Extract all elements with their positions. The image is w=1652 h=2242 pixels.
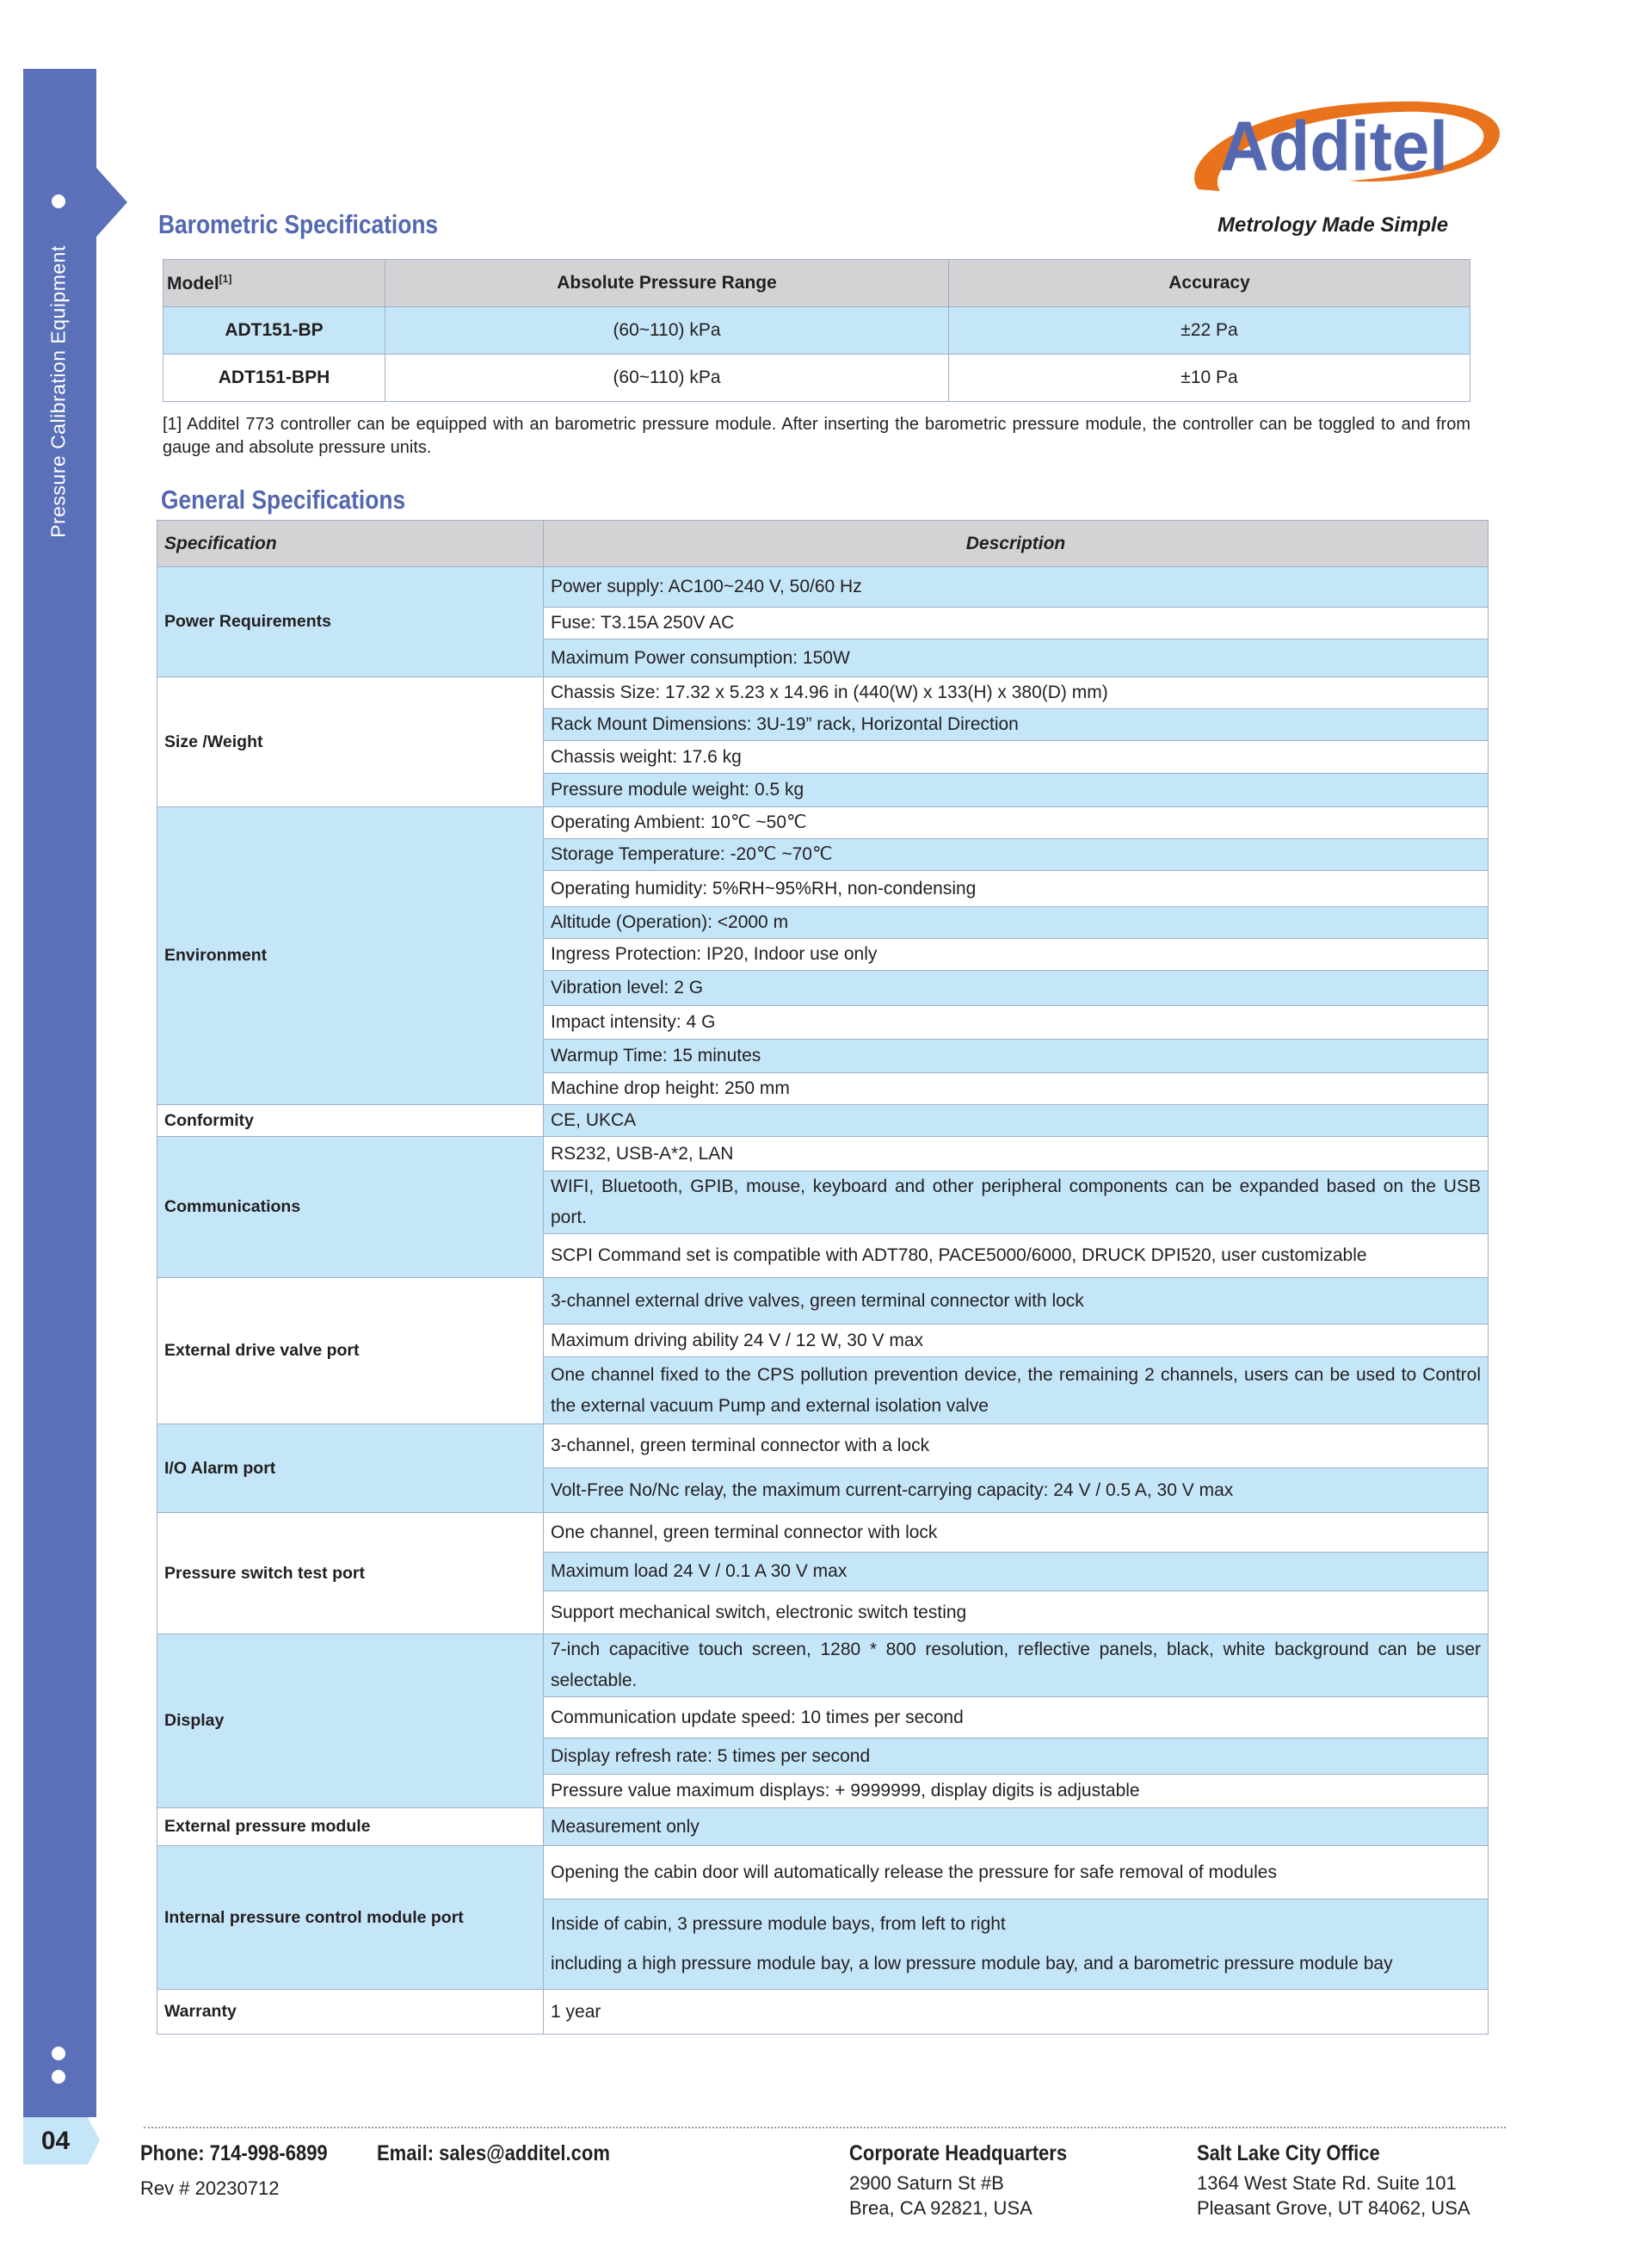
spec-description-cell: Storage Temperature: -20℃ ~70℃ <box>544 839 1489 871</box>
spec-name-cell: Communications <box>157 1137 544 1278</box>
spec-name-cell: Warranty <box>157 1990 544 2035</box>
spec-name-cell: Display <box>157 1634 544 1808</box>
accuracy-cell: ±22 Pa <box>949 307 1470 355</box>
additel-logo <box>1186 95 1504 207</box>
table-row <box>157 1634 1489 1697</box>
spec-description-cell: Altitude (Operation): <2000 m <box>544 907 1489 939</box>
spec-description-cell: Operating Ambient: 10℃ ~50℃ <box>544 807 1489 839</box>
footnote: [1] Additel 773 controller can be equipped with an barometric pressure module. After inserting the barometric pressure module, the controller can be toggled to and from gauge and absolute pressure units. <box>163 415 1470 457</box>
hq-address-2: Brea, CA 92821, USA <box>849 2197 1032 2219</box>
spec-description-cell: One channel, green terminal connector with lock <box>544 1513 1489 1553</box>
table-row <box>157 1513 1489 1553</box>
spec-description-cell: Rack Mount Dimensions: 3U-19” rack, Horizontal Direction <box>544 709 1489 741</box>
spec-description-cell: 3-channel, green terminal connector with a lock <box>544 1424 1489 1468</box>
page-number-arrow <box>88 2117 100 2165</box>
spec-description-cell: Ingress Protection: IP20, Indoor use only <box>544 939 1489 971</box>
spec-description-cell: Impact intensity: 4 G <box>544 1006 1489 1040</box>
general-specs-table <box>157 520 1489 2035</box>
spec-description-cell: Pressure module weight: 0.5 kg <box>544 774 1489 807</box>
spec-name-cell: Internal pressure control module port <box>157 1846 544 1990</box>
table-row <box>157 1990 1489 2035</box>
footer-divider <box>144 2127 1506 2128</box>
spec-description-cell: One channel fixed to the CPS pollution prevention device, the remaining 2 channels, users can be used to Control the external vacuum Pump and external isolation valve <box>544 1357 1489 1424</box>
general-title: General Specifications <box>161 485 406 515</box>
header-model <box>163 260 385 307</box>
model-cell: ADT151-BPH <box>163 355 385 402</box>
sidebar-dot <box>52 195 65 208</box>
spec-description-cell: 3-channel external drive valves, green terminal connector with lock <box>544 1278 1489 1325</box>
accuracy-cell: ±10 Pa <box>949 355 1470 402</box>
spec-description-cell: Communication update speed: 10 times per second <box>544 1697 1489 1739</box>
header-range: Absolute Pressure Range <box>385 260 949 307</box>
spec-description-cell: Machine drop height: 250 mm <box>544 1073 1489 1105</box>
brand-tagline: Metrology Made Simple <box>1217 213 1449 237</box>
spec-description-cell: 7-inch capacitive touch screen, 1280 * 800 resolution, reflective panels, black, white background can be user selectable. <box>544 1634 1489 1697</box>
spec-description-cell: Maximum load 24 V / 0.1 A 30 V max <box>544 1553 1489 1591</box>
spec-name-cell: Power Requirements <box>157 567 544 677</box>
spec-description-cell: CE, UKCA <box>544 1105 1489 1137</box>
barometric-table <box>163 259 1470 402</box>
header-accuracy: Accuracy <box>949 260 1470 307</box>
spec-name-cell: External drive valve port <box>157 1278 544 1424</box>
spec-description-cell: Display refresh rate: 5 times per second <box>544 1739 1489 1775</box>
spec-description-cell: Opening the cabin door will automatically release the pressure for safe removal of modules <box>544 1846 1489 1899</box>
table-row <box>163 307 1470 355</box>
spec-name-cell: Conformity <box>157 1105 544 1137</box>
spec-name-cell: Environment <box>157 807 544 1105</box>
table-row <box>157 1424 1489 1468</box>
spec-description-cell: SCPI Command set is compatible with ADT780, PACE5000/6000, DRUCK DPI520, user customizable <box>544 1234 1489 1278</box>
table-row <box>157 807 1489 839</box>
range-cell: (60~110) kPa <box>385 307 949 355</box>
spec-description-cell: RS232, USB-A*2, LAN <box>544 1137 1489 1171</box>
table-row <box>163 355 1470 402</box>
slc-title: Salt Lake City Office <box>1197 2141 1380 2165</box>
spec-description-cell: Support mechanical switch, electronic switch testing <box>544 1591 1489 1634</box>
table-row <box>157 1846 1489 1899</box>
svg-text:Additel: Additel <box>1220 108 1448 186</box>
page-number: 04 <box>23 2117 88 2165</box>
sidebar-dot <box>52 2070 65 2084</box>
spec-description-cell: Maximum Power consumption: 150W <box>544 639 1489 677</box>
hq-address-1: 2900 Saturn St #B <box>849 2172 1004 2194</box>
footer-email[interactable]: Email: sales@additel.com <box>377 2141 610 2165</box>
spec-name-cell: External pressure module <box>157 1808 544 1846</box>
table-row <box>157 1278 1489 1325</box>
spec-description-cell: Warmup Time: 15 minutes <box>544 1040 1489 1073</box>
table-row <box>157 567 1489 608</box>
spec-description-cell: Operating humidity: 5%RH~95%RH, non-condensing <box>544 871 1489 907</box>
footnote-ref: [1] <box>219 272 232 285</box>
slc-address-1: 1364 West State Rd. Suite 101 <box>1197 2172 1457 2194</box>
spec-name-cell: I/O Alarm port <box>157 1424 544 1513</box>
spec-name-cell: Pressure switch test port <box>157 1513 544 1634</box>
spec-description-cell: Vibration level: 2 G <box>544 971 1489 1006</box>
spec-description-cell: Measurement only <box>544 1808 1489 1846</box>
spec-description-cell: Power supply: AC100~240 V, 50/60 Hz <box>544 567 1489 608</box>
range-cell: (60~110) kPa <box>385 355 949 402</box>
table-row <box>157 1808 1489 1846</box>
spec-description-cell: Chassis weight: 17.6 kg <box>544 741 1489 774</box>
slc-address-2: Pleasant Grove, UT 84062, USA <box>1197 2197 1470 2219</box>
header-specification: Specification <box>157 521 544 567</box>
table-row <box>157 1137 1489 1171</box>
spec-description-cell: Fuse: T3.15A 250V AC <box>544 608 1489 639</box>
barometric-title: Barometric Specifications <box>158 209 439 239</box>
footer-revision: Rev # 20230712 <box>140 2177 280 2199</box>
sidebar-section-label: Pressure Calibration Equipment <box>46 245 70 538</box>
table-row <box>157 1105 1489 1137</box>
header-model-label: Model <box>167 273 219 293</box>
spec-description-cell: 1 year <box>544 1990 1489 2035</box>
model-cell: ADT151-BP <box>163 307 385 355</box>
sidebar-arrow <box>96 168 127 237</box>
spec-description-cell: Pressure value maximum displays: + 9999999, display digits is adjustable <box>544 1775 1489 1808</box>
spec-description-cell: WIFI, Bluetooth, GPIB, mouse, keyboard and other peripheral components can be expanded based on the USB port. <box>544 1171 1489 1234</box>
spec-description-cell: Inside of cabin, 3 pressure module bays, from left to right including a high pressure module bay, a low pressure module bay, and a barometric pressure module bay <box>544 1899 1489 1990</box>
spec-name-cell: Size /Weight <box>157 677 544 807</box>
header-description: Description <box>544 521 1489 567</box>
table-row <box>157 677 1489 709</box>
spec-description-cell: Maximum driving ability 24 V / 12 W, 30 V max <box>544 1325 1489 1357</box>
hq-title: Corporate Headquarters <box>849 2141 1068 2165</box>
spec-description-cell: Chassis Size: 17.32 x 5.23 x 14.96 in (440(W) x 133(H) x 380(D) mm) <box>544 677 1489 709</box>
sidebar-dot <box>52 2047 65 2060</box>
footer-phone[interactable]: Phone: 714-998-6899 <box>140 2141 328 2165</box>
spec-description-cell: Volt-Free No/Nc relay, the maximum current-carrying capacity: 24 V / 0.5 A, 30 V max <box>544 1468 1489 1513</box>
